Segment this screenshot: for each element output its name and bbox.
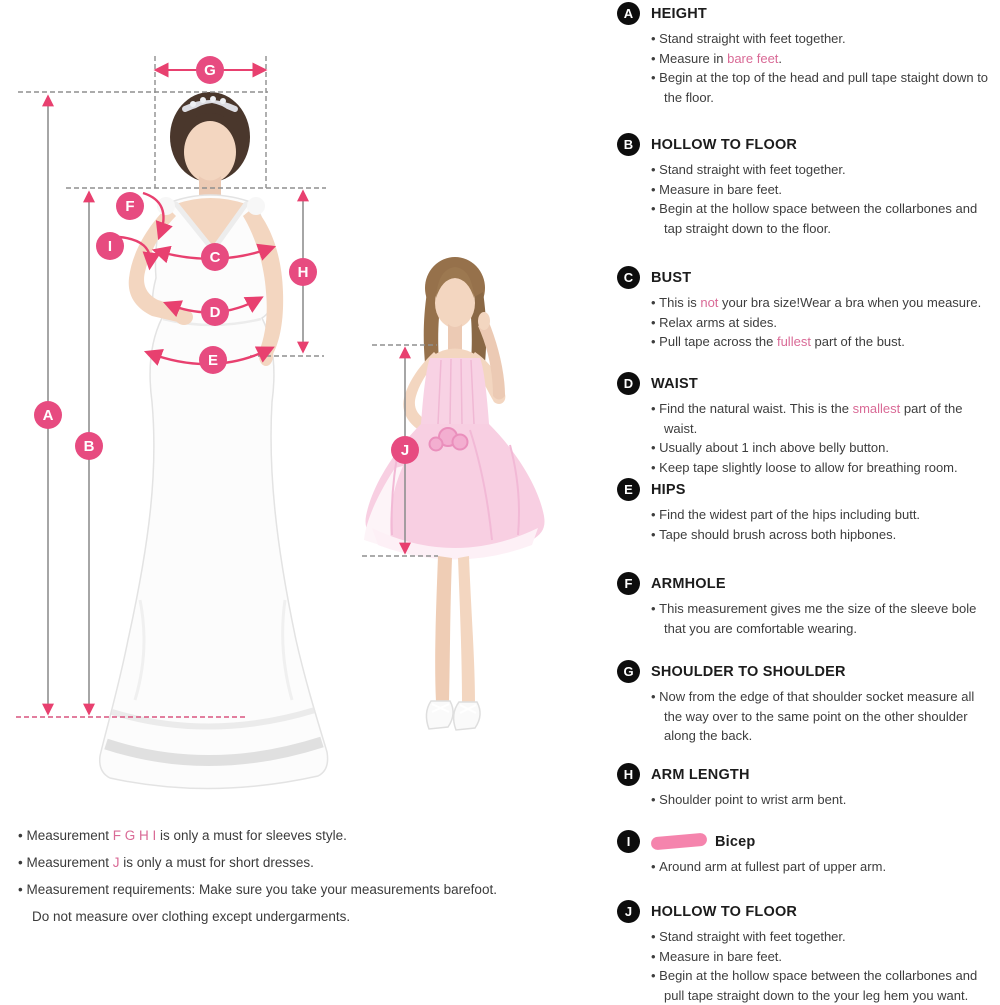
instruction-bullet — [651, 687, 991, 746]
svg-text:E: E — [207, 352, 219, 369]
section-bullets — [651, 505, 991, 544]
highlighted-text: not — [700, 295, 719, 310]
text-segment: This is — [659, 295, 701, 310]
note-line — [18, 826, 593, 845]
section-title: HOLLOW TO FLOOR — [651, 903, 798, 920]
section-header — [617, 478, 995, 501]
instruction-bullet — [651, 293, 991, 313]
section-letter-badge: D — [617, 372, 640, 395]
note-line — [18, 907, 593, 926]
note-line — [18, 853, 593, 872]
section-letter-badge: H — [617, 763, 640, 786]
section-bullets — [651, 857, 991, 877]
measurement-section-e — [617, 478, 995, 544]
section-letter-badge: F — [617, 572, 640, 595]
instruction-bullet — [651, 180, 991, 200]
measurement-section-f — [617, 572, 995, 638]
text-segment: Measurement requirements: Make sure you take your measurements barefoot. — [26, 882, 497, 897]
highlighted-text: smallest — [852, 401, 901, 416]
instruction-bullet — [651, 29, 991, 49]
section-bullets — [651, 599, 991, 638]
measurement-section-h — [617, 763, 995, 810]
instruction-bullet — [651, 599, 991, 638]
text-segment: is only a must for sleeves style. — [160, 828, 347, 843]
text-segment: Relax arms at sides. — [659, 314, 777, 330]
marker-waist-D — [201, 298, 229, 326]
text-segment: Begin at the hollow space between the collarbones and tap straight down to the floor. — [659, 201, 978, 236]
section-header — [617, 572, 995, 595]
section-letter-badge: C — [617, 266, 640, 289]
marker-shoulder-G — [196, 56, 224, 84]
text-segment: Find the natural waist. This is the — [659, 401, 853, 416]
section-title: WAIST — [651, 375, 698, 392]
text-segment: Begin at the top of the head and pull tape staight down to the floor. — [659, 70, 989, 105]
text-segment: Shoulder point to wrist arm bent. — [659, 792, 847, 807]
section-letter-badge: J — [617, 900, 640, 923]
instruction-bullet — [651, 49, 991, 69]
highlighted-text: J — [112, 855, 120, 870]
section-header — [617, 133, 995, 156]
section-title: HOLLOW TO FLOOR — [651, 136, 798, 153]
marker-bust-C — [201, 243, 229, 271]
marker-arm-length-H — [289, 258, 317, 286]
text-segment: your bra size!Wear a bra when you measure. — [718, 295, 982, 310]
instruction-bullet — [651, 927, 991, 947]
text-segment: Now from the edge of that shoulder socket measure all the way over to the same point on the other shoulder along the back. — [659, 689, 975, 743]
marker-hollow-floor-B — [75, 432, 103, 460]
svg-text:A: A — [42, 407, 54, 424]
instruction-bullet — [651, 790, 991, 810]
section-letter-badge: E — [617, 478, 640, 501]
instruction-bullet — [651, 525, 991, 545]
text-segment: This measurement gives me the size of the sleeve bole that you are comfortable wearing. — [659, 601, 977, 636]
svg-text:G: G — [204, 62, 216, 79]
svg-text:I: I — [107, 238, 113, 255]
section-header — [617, 830, 995, 853]
marker-armhole-F — [116, 192, 144, 220]
svg-text:H: H — [297, 264, 309, 281]
instruction-bullet — [651, 332, 991, 352]
text-segment: part of the bust. — [810, 334, 905, 349]
note-line — [18, 880, 593, 899]
instruction-bullet — [651, 160, 991, 180]
section-header — [617, 372, 995, 395]
text-segment: Around arm at fullest part of upper arm. — [659, 859, 887, 874]
section-bullets — [651, 927, 991, 1005]
instruction-bullet — [651, 505, 991, 525]
section-header — [617, 900, 995, 923]
text-segment: Pull tape across the — [659, 334, 777, 349]
notes-list — [18, 826, 593, 934]
section-title: HEIGHT — [651, 5, 707, 22]
section-letter-badge: G — [617, 660, 640, 683]
section-title: Bicep — [651, 834, 756, 850]
section-bullets — [651, 293, 991, 352]
section-letter-badge: A — [617, 2, 640, 25]
highlighted-text: fullest — [776, 334, 811, 349]
section-title: ARMHOLE — [651, 575, 726, 592]
section-title: HIPS — [651, 481, 686, 498]
text-segment: Stand straight with feet together. — [659, 162, 846, 177]
section-letter-badge: B — [617, 133, 640, 156]
text-segment: Usually about 1 inch above belly button. — [659, 440, 889, 455]
text-segment: Measure in bare feet. — [659, 948, 783, 964]
highlighted-text: bare feet — [727, 50, 779, 66]
measurement-section-j — [617, 900, 995, 1005]
figure-short-dress — [364, 257, 545, 730]
svg-text:C: C — [209, 249, 221, 266]
instruction-bullet — [651, 966, 991, 1005]
text-segment: . — [778, 50, 783, 66]
section-bullets — [651, 29, 991, 107]
text-segment: Keep tape slightly loose to allow for breathing room. — [659, 459, 958, 475]
text-segment: Begin at the hollow space between the collarbones and pull tape straight down to the your leg hem you want. — [659, 968, 978, 1003]
svg-text:J: J — [400, 442, 410, 459]
section-title: ARM LENGTH — [651, 766, 750, 783]
highlighted-text: F G H I — [112, 828, 161, 843]
section-bullets — [651, 160, 991, 238]
text-segment: Do not measure over clothing except undergarments. — [32, 909, 351, 924]
text-segment: part of the waist. — [664, 401, 963, 436]
measurement-section-a — [617, 2, 995, 107]
svg-text:F: F — [125, 198, 135, 215]
marker-hollow-floor-J — [391, 436, 419, 464]
text-segment: Stand straight with feet together. — [659, 31, 846, 46]
instruction-bullet — [651, 399, 991, 438]
svg-text:D: D — [209, 304, 221, 321]
text-segment: Measurement — [26, 828, 113, 843]
marker-hips-E — [199, 346, 227, 374]
section-header — [617, 266, 995, 289]
section-bullets — [651, 790, 991, 810]
text-segment: Measure in bare feet. — [659, 181, 783, 197]
instruction-bullet — [651, 458, 991, 478]
sections-list — [617, 0, 995, 1003]
section-letter-badge: I — [617, 830, 640, 853]
text-segment: Measure in — [659, 50, 728, 66]
text-segment: Find the widest part of the hips including butt. — [659, 507, 921, 522]
instruction-bullet — [651, 438, 991, 458]
instruction-bullet — [651, 947, 991, 967]
measurement-section-b — [617, 133, 995, 238]
marker-bicep-I — [96, 232, 124, 260]
section-title: SHOULDER TO SHOULDER — [651, 663, 846, 680]
instruction-bullet — [651, 199, 991, 238]
section-bullets — [651, 399, 991, 477]
text-segment: Stand straight with feet together. — [659, 929, 846, 944]
measurement-section-i — [617, 830, 995, 877]
text-segment: is only a must for short dresses. — [119, 855, 314, 870]
instruction-bullet — [651, 857, 991, 877]
measurement-section-c — [617, 266, 995, 352]
svg-text:B: B — [83, 438, 95, 455]
text-segment: Measurement — [26, 855, 113, 870]
scribbled-out-word — [651, 833, 708, 851]
section-header — [617, 763, 995, 786]
text-segment: Tape should brush across both hipbones. — [659, 526, 897, 542]
section-title: BUST — [651, 269, 692, 286]
section-bullets — [651, 687, 991, 746]
measurement-section-d — [617, 372, 995, 477]
marker-height-A — [34, 401, 62, 429]
instruction-bullet — [651, 68, 991, 107]
section-header — [617, 2, 995, 25]
section-header — [617, 660, 995, 683]
measurement-section-g — [617, 660, 995, 746]
instruction-bullet — [651, 313, 991, 333]
